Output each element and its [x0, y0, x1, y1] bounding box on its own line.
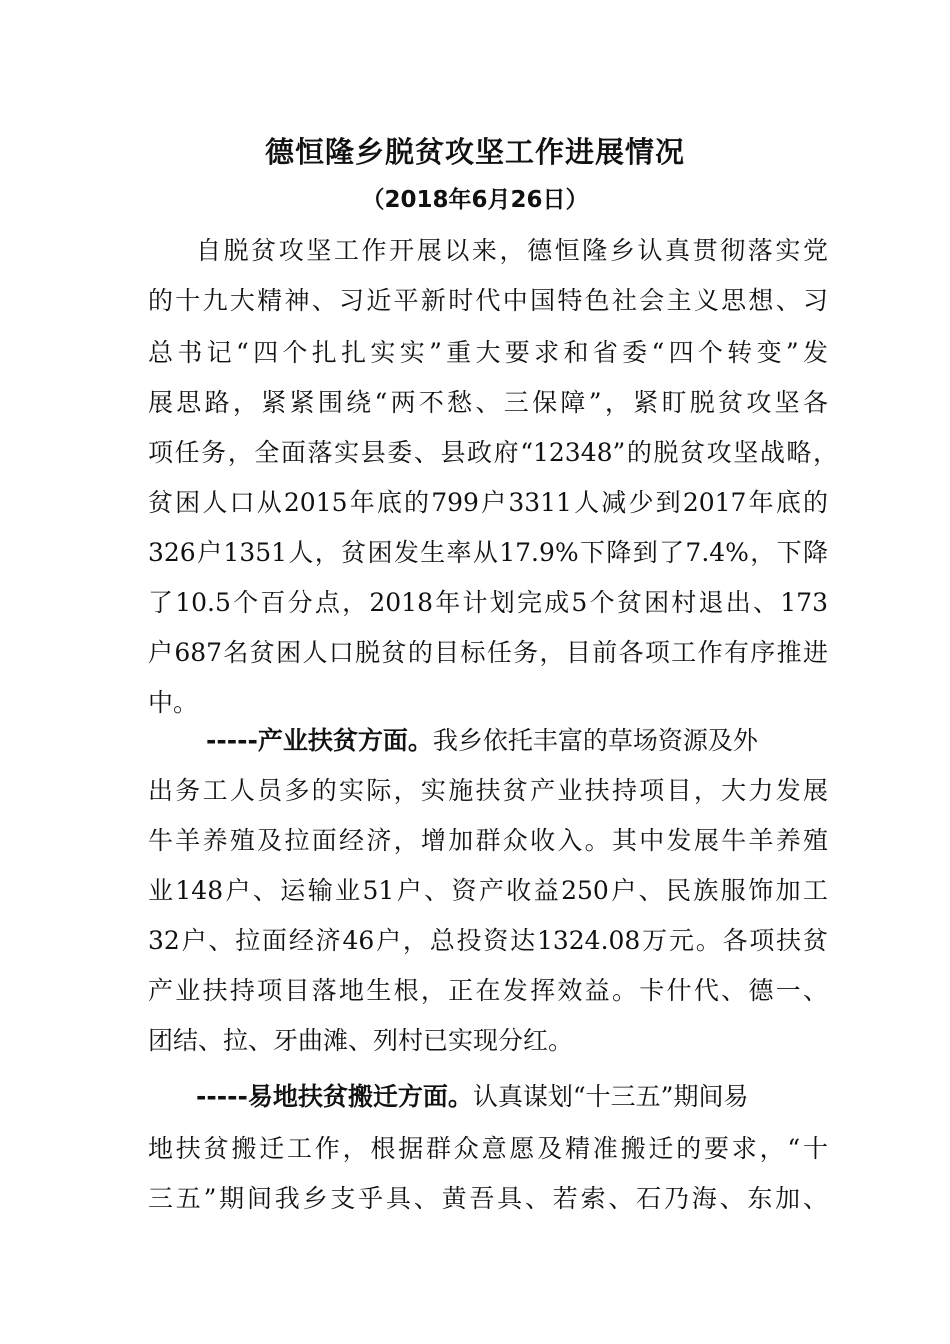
paragraph-1-line: 贫困人口从2015年底的799户3311人减少到2017年底的 — [148, 488, 828, 517]
relocation-section-first-line — [196, 1072, 828, 1122]
industry-section-line: 32户、拉面经济46户，总投资达1324.08万元。各项扶贫 — [148, 926, 828, 955]
document-date: （2018年6月26日） — [361, 187, 589, 213]
paragraph-1-line: 326户1351人，贫困发生率从17.9%下降到了7.4%，下降 — [148, 538, 828, 567]
paragraph-1-line: 展思路，紧紧围绕“两不愁、三保障”，紧盯脱贫攻坚各 — [148, 388, 828, 417]
relocation-section-line: 地扶贫搬迁工作，根据群众意愿及精准搬迁的要求，“十 — [148, 1134, 828, 1163]
industry-section-line: 产业扶持项目落地生根，正在发挥效益。卡什代、德一、 — [148, 976, 828, 1005]
industry-section-line: 业148户、运输业51户、资产收益250户、民族服饰加工 — [148, 876, 828, 905]
paragraph-1-line: 项任务，全面落实县委、县政府“12348”的脱贫攻坚战略， — [148, 438, 838, 467]
paragraph-1-line: 户687名贫困人口脱贫的目标任务，目前各项工作有序推进 — [148, 638, 828, 667]
industry-section-line: 牛羊养殖及拉面经济，增加群众收入。其中发展牛羊养殖 — [148, 826, 828, 855]
paragraph-1-line: 的十九大精神、习近平新时代中国特色社会主义思想、习 — [148, 286, 828, 315]
industry-section-line: 出务工人员多的实际，实施扶贫产业扶持项目，大力发展 — [148, 776, 828, 805]
industry-section-first-line — [206, 716, 828, 766]
industry-section-line: 团结、拉、牙曲滩、列村已实现分红。 — [148, 1026, 574, 1055]
relocation-section-heading: -----易地扶贫搬迁方面。 — [196, 1082, 473, 1111]
industry-section-text: 我乡依托丰富的草场资源及外 — [432, 726, 758, 755]
paragraph-1-line: 总书记“四个扎扎实实”重大要求和省委“四个转变”发 — [148, 338, 828, 367]
paragraph-1-line: 中。 — [148, 688, 199, 717]
paragraph-1-line: 自脱贫攻坚工作开展以来，德恒隆乡认真贯彻落实党 — [196, 236, 828, 265]
paragraph-1-line: 了10.5个百分点，2018年计划完成5个贫困村退出、173 — [148, 588, 828, 617]
industry-section-heading: -----产业扶贫方面。 — [206, 726, 433, 755]
relocation-section-line: 三五”期间我乡支乎具、黄吾具、若索、石乃海、东加、 — [148, 1184, 828, 1213]
relocation-section-text: 认真谋划“十三五”期间易 — [472, 1082, 749, 1111]
document-title: 德恒隆乡脱贫攻坚工作进展情况 — [264, 135, 685, 169]
